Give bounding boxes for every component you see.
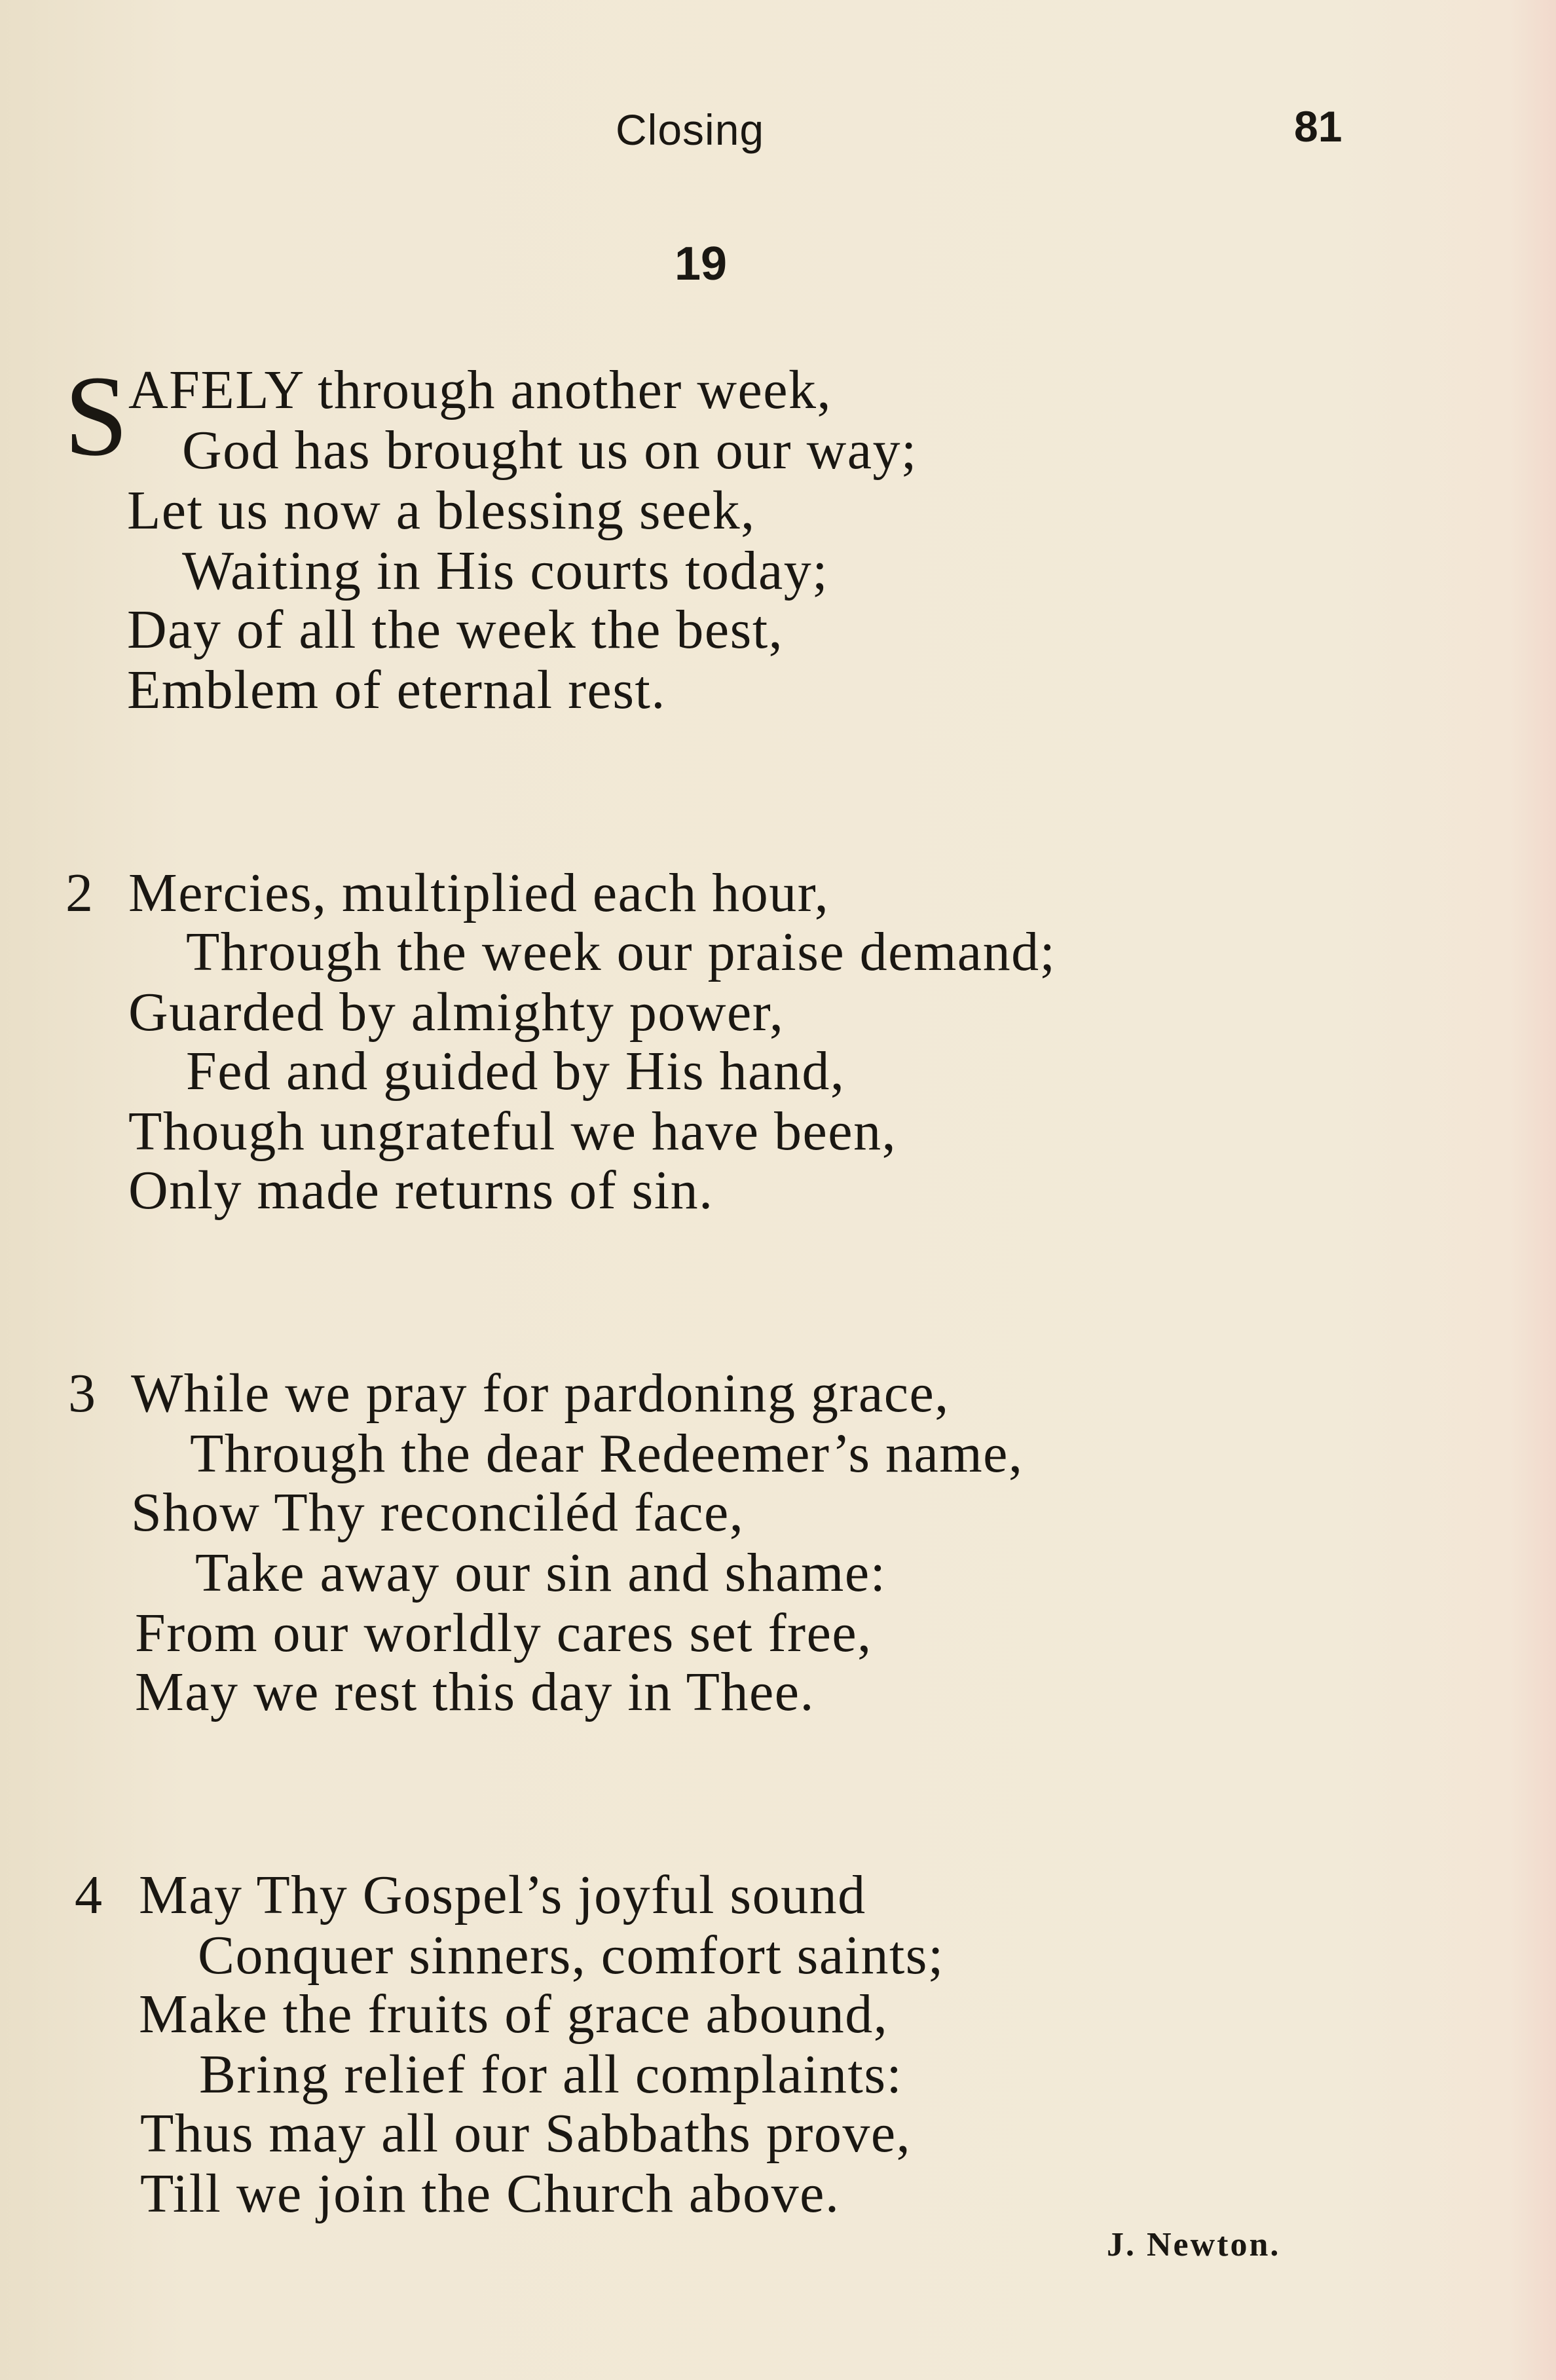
author-attribution: J. Newton. (1107, 2226, 1281, 2263)
verse-3-line-2: Through the dear Redeemer’s name, (190, 1423, 1024, 1484)
verse-1-line-2: God has brought us on our way; (182, 420, 917, 481)
verse-3-number: 3 (68, 1363, 96, 1424)
verse-1-line-4: Waiting in His courts today; (182, 540, 829, 601)
drop-cap: S (64, 352, 128, 480)
verse-1-line-1: AFELY through another week, (128, 360, 832, 420)
verse-3-line-1: While we pray for pardoning grace, (131, 1363, 950, 1424)
verse-4-line-3: Make the fruits of grace abound, (139, 1984, 889, 2045)
verse-4-line-2: Conquer sinners, comfort saints; (198, 1925, 944, 1986)
verse-2-line-3: Guarded by almighty power, (128, 982, 785, 1043)
page-number: 81 (1294, 102, 1343, 151)
verse-3-line-5: From our worldly cares set free, (135, 1603, 872, 1664)
verse-1-line-3: Let us now a blessing seek, (127, 480, 756, 541)
verse-2-number: 2 (65, 863, 93, 923)
verse-2-line-6: Only made returns of sin. (128, 1160, 714, 1221)
verse-4-line-6: Till we join the Church above. (140, 2163, 840, 2224)
verse-3-line-4: Take away our sin and shame: (195, 1542, 887, 1603)
section-title: Closing (616, 105, 765, 154)
verse-2-line-1: Mercies, multiplied each hour, (128, 863, 830, 923)
verse-2-line-2: Through the week our praise demand; (186, 921, 1056, 982)
verse-4-number: 4 (75, 1865, 102, 1925)
verse-4-line-4: Bring relief for all complaints: (199, 2044, 903, 2105)
verse-1-line-5: Day of all the week the best, (127, 599, 784, 660)
verse-4-line-1: May Thy Gospel’s joyful sound (139, 1865, 866, 1925)
hymn-number: 19 (675, 238, 728, 290)
verse-2-line-4: Fed and guided by His hand, (186, 1041, 845, 1102)
verse-3-line-6: May we rest this day in Thee. (135, 1662, 815, 1722)
verse-1-line-6: Emblem of eternal rest. (127, 660, 666, 720)
verse-2-line-5: Though ungrateful we have been, (128, 1101, 897, 1162)
verse-3-line-3: Show Thy reconciléd face, (131, 1482, 745, 1543)
verse-4-line-5: Thus may all our Sabbaths prove, (140, 2103, 912, 2164)
